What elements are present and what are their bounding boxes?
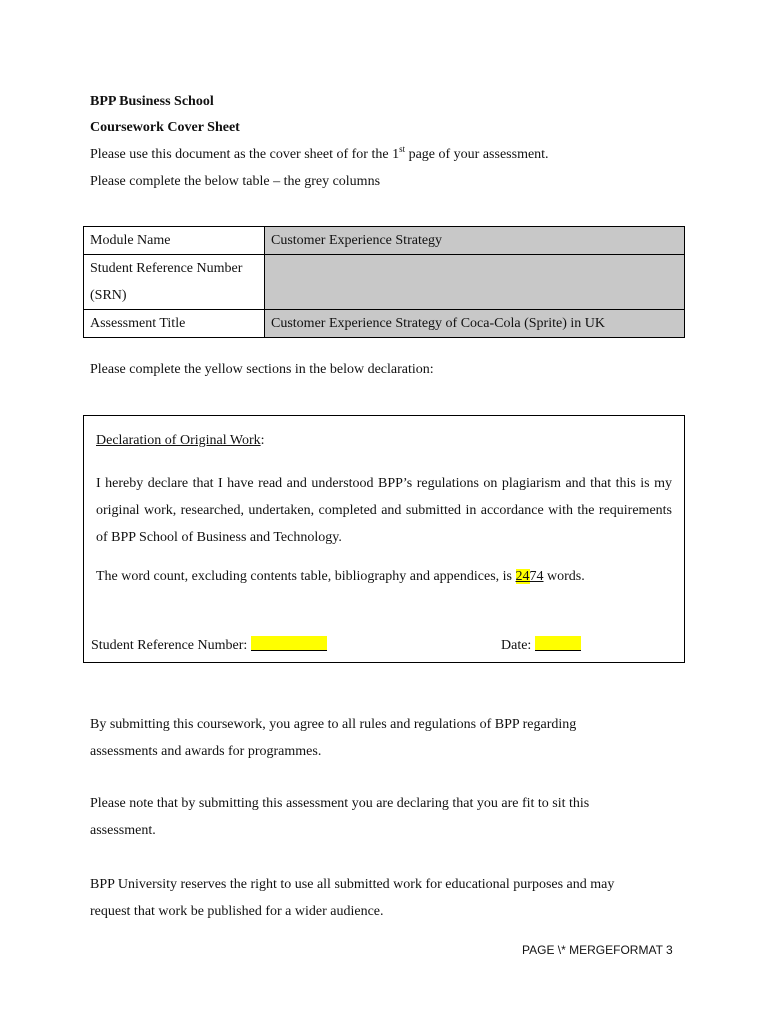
note-fit-line2: assessment. — [90, 823, 156, 838]
srn-field[interactable] — [265, 255, 685, 310]
module-name-label: Module Name — [84, 227, 265, 255]
assessment-title-field[interactable]: Customer Experience Strategy of Coca-Cola (Sprite) in UK — [265, 310, 685, 338]
page-footer: PAGE \* MERGEFORMAT 3 — [522, 943, 673, 957]
note-rights-line2: request that work be published for a wider audience. — [90, 904, 384, 919]
sheet-title: Coursework Cover Sheet — [90, 120, 240, 135]
declaration-instruction: Please complete the yellow sections in the below declaration: — [90, 362, 434, 377]
word-count-statement: The word count, excluding contents table, bibliography and appendices, is 2474 words. — [96, 569, 585, 584]
date-signature-line: Date: — [501, 636, 581, 654]
note-rights-line1: BPP University reserves the right to use all submitted work for educational purposes and may — [90, 877, 615, 892]
instruction-grey-columns: Please complete the below table – the grey columns — [90, 174, 381, 189]
date-blank-field[interactable] — [535, 636, 581, 651]
table-row — [84, 227, 685, 255]
srn-blank-field[interactable] — [251, 636, 327, 651]
instruction-cover-sheet: Please use this document as the cover sheet of for the 1st page of your assessment. — [90, 144, 549, 162]
declaration-box — [83, 415, 685, 663]
assessment-info-table — [83, 226, 685, 338]
note-fit-line1: Please note that by submitting this assessment you are declaring that you are fit to sit this — [90, 796, 590, 811]
module-name-field[interactable]: Customer Experience Strategy — [265, 227, 685, 255]
srn-label: Student Reference Number (SRN) — [84, 255, 265, 310]
assessment-title-label: Assessment Title — [84, 310, 265, 338]
table-row — [84, 310, 685, 338]
note-rules-line1: By submitting this coursework, you agree to all rules and regulations of BPP regarding — [90, 717, 577, 732]
declaration-body: I hereby declare that I have read and understood BPP’s regulations on plagiarism and that this is my original work, researched, undertaken, completed and submitted in accordance with the requirements of BPP School of Business and Technology. — [96, 476, 672, 545]
school-name: BPP Business School — [90, 94, 214, 109]
declaration-heading: Declaration of Original Work: — [96, 433, 265, 448]
word-count-value[interactable]: 2474 — [515, 569, 544, 584]
note-rules-line2: assessments and awards for programmes. — [90, 744, 322, 759]
table-row — [84, 255, 685, 310]
srn-signature-line: Student Reference Number: — [91, 636, 327, 654]
